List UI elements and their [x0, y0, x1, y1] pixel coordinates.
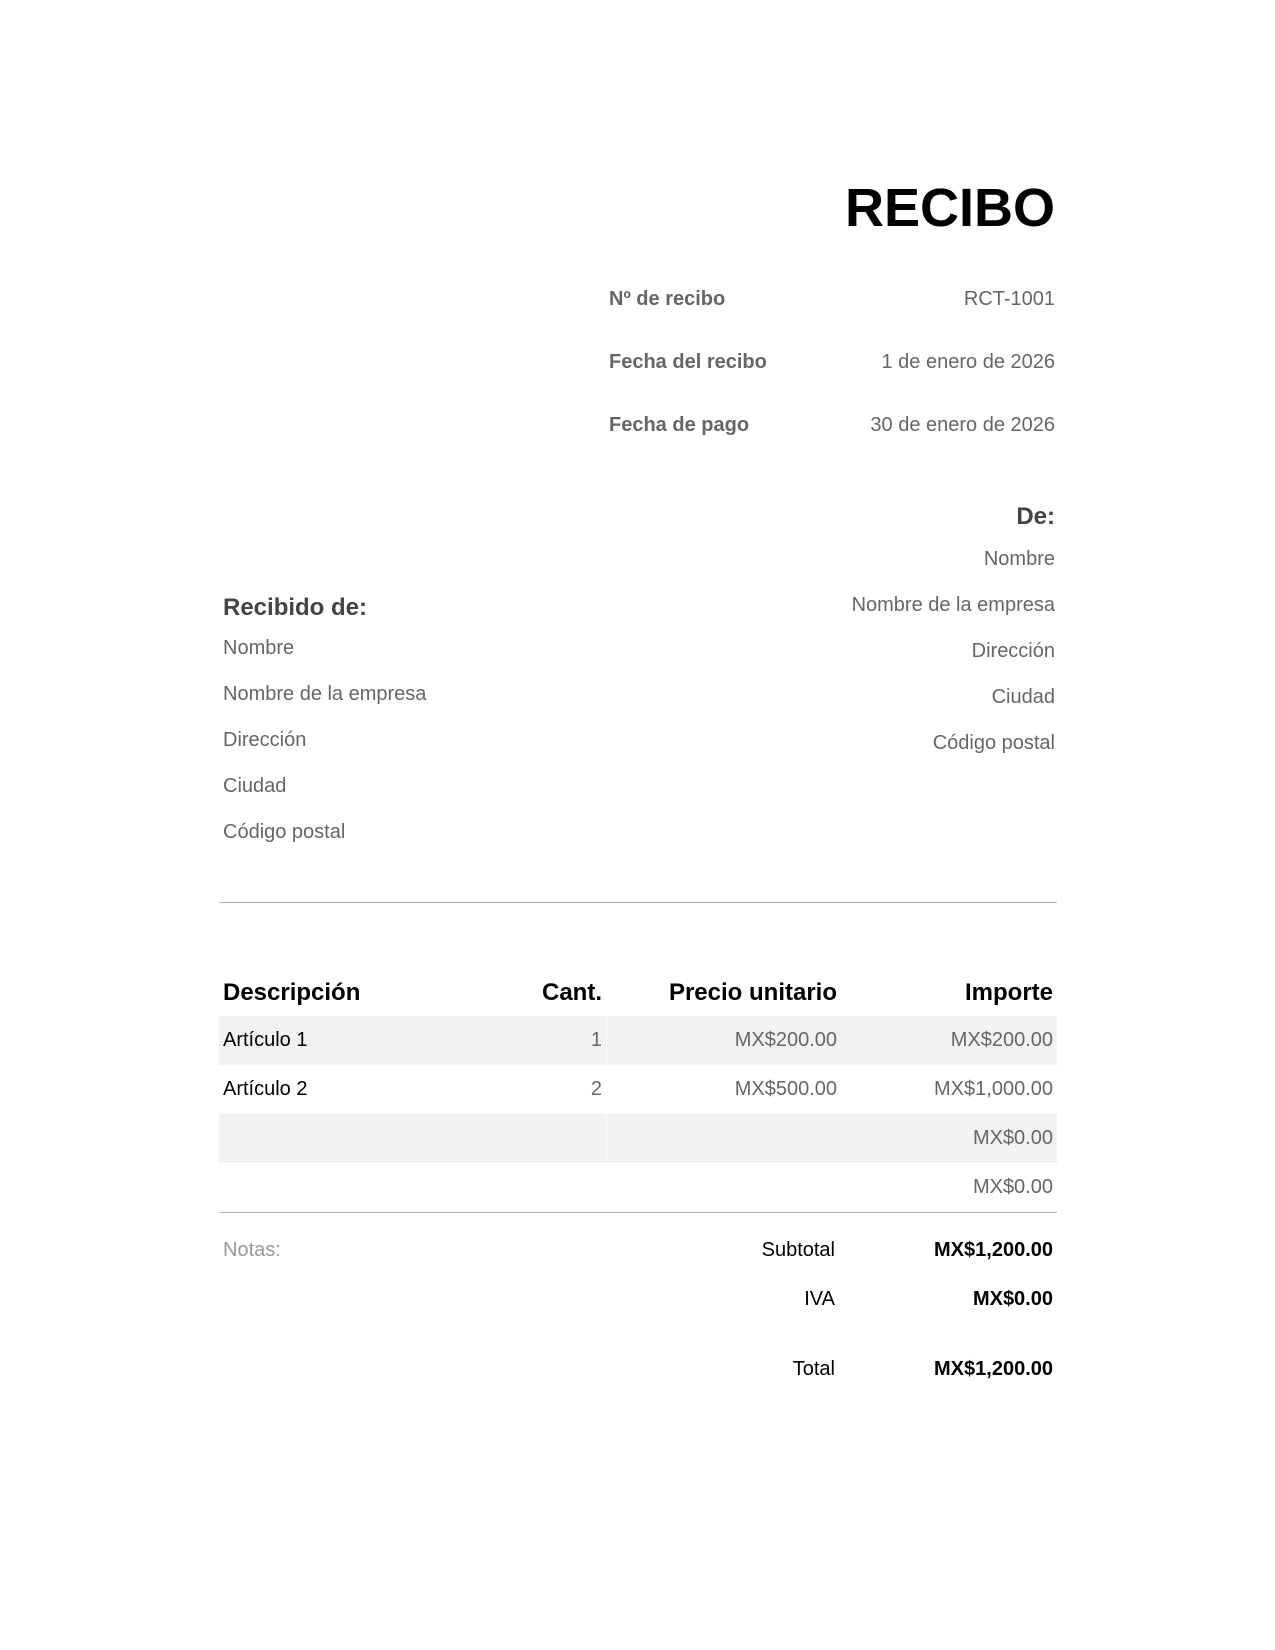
row-description	[219, 1163, 509, 1212]
receipt-number-value: RCT-1001	[963, 288, 1055, 310]
from-address: Dirección	[971, 640, 1055, 662]
received-from-address: Dirección	[223, 729, 307, 751]
row-quantity	[509, 1114, 606, 1163]
table-row	[219, 1065, 1057, 1114]
payment-date-value: 30 de enero de 2026	[870, 414, 1055, 436]
table-row	[219, 1163, 1057, 1212]
notes-label: Notas:	[223, 1239, 281, 1261]
received-from-company: Nombre de la empresa	[223, 683, 427, 705]
header-unit-price: Precio unitario	[668, 979, 837, 1006]
received-from-heading: Recibido de:	[223, 594, 368, 621]
items-table	[219, 968, 1057, 1212]
payment-date-label: Fecha de pago	[609, 414, 750, 436]
subtotal-value: MX$1,200.00	[934, 1239, 1053, 1261]
totals-divider	[219, 1212, 1057, 1213]
subtotal-label: Subtotal	[761, 1239, 835, 1261]
header-quantity: Cant.	[542, 979, 602, 1006]
from-postal-code: Código postal	[932, 732, 1055, 754]
table-row	[219, 1114, 1057, 1163]
receipt-date-value: 1 de enero de 2026	[881, 351, 1055, 373]
total-label: Total	[792, 1358, 835, 1380]
row-amount: MX$200.00	[841, 1016, 1057, 1065]
table-header	[219, 968, 1057, 1016]
row-unit-price: MX$200.00	[607, 1016, 841, 1065]
row-quantity	[509, 1163, 606, 1212]
from-heading: De:	[1016, 503, 1055, 530]
row-unit-price	[607, 1114, 841, 1163]
row-quantity: 2	[590, 1078, 602, 1100]
from-block	[655, 503, 1055, 777]
from-city: Ciudad	[991, 686, 1055, 708]
receipt-date-label: Fecha del recibo	[609, 351, 767, 373]
header-amount: Importe	[964, 979, 1053, 1006]
tax-label: IVA	[804, 1288, 835, 1310]
document-title: RECIBO	[844, 178, 1055, 238]
header-description: Descripción	[223, 979, 361, 1006]
received-from-city: Ciudad	[223, 775, 287, 797]
received-from-postal-code: Código postal	[223, 821, 346, 843]
row-unit-price	[607, 1163, 841, 1212]
row-quantity: 1	[509, 1016, 606, 1065]
row-description	[219, 1114, 509, 1163]
from-company: Nombre de la empresa	[851, 594, 1055, 616]
row-unit-price: MX$500.00	[734, 1078, 837, 1100]
row-amount: MX$1,000.00	[934, 1078, 1053, 1100]
tax-value: MX$0.00	[972, 1288, 1053, 1310]
row-amount: MX$0.00	[841, 1114, 1057, 1163]
row-description: Artículo 1	[219, 1016, 509, 1065]
row-amount: MX$0.00	[972, 1176, 1053, 1198]
from-name: Nombre	[983, 548, 1055, 570]
received-from-name: Nombre	[223, 637, 295, 659]
section-divider	[219, 902, 1057, 903]
row-description: Artículo 2	[223, 1078, 308, 1100]
total-value: MX$1,200.00	[934, 1358, 1053, 1380]
table-row	[219, 1016, 1057, 1065]
receipt-number-label: Nº de recibo	[609, 288, 726, 310]
received-from-block	[223, 594, 623, 866]
